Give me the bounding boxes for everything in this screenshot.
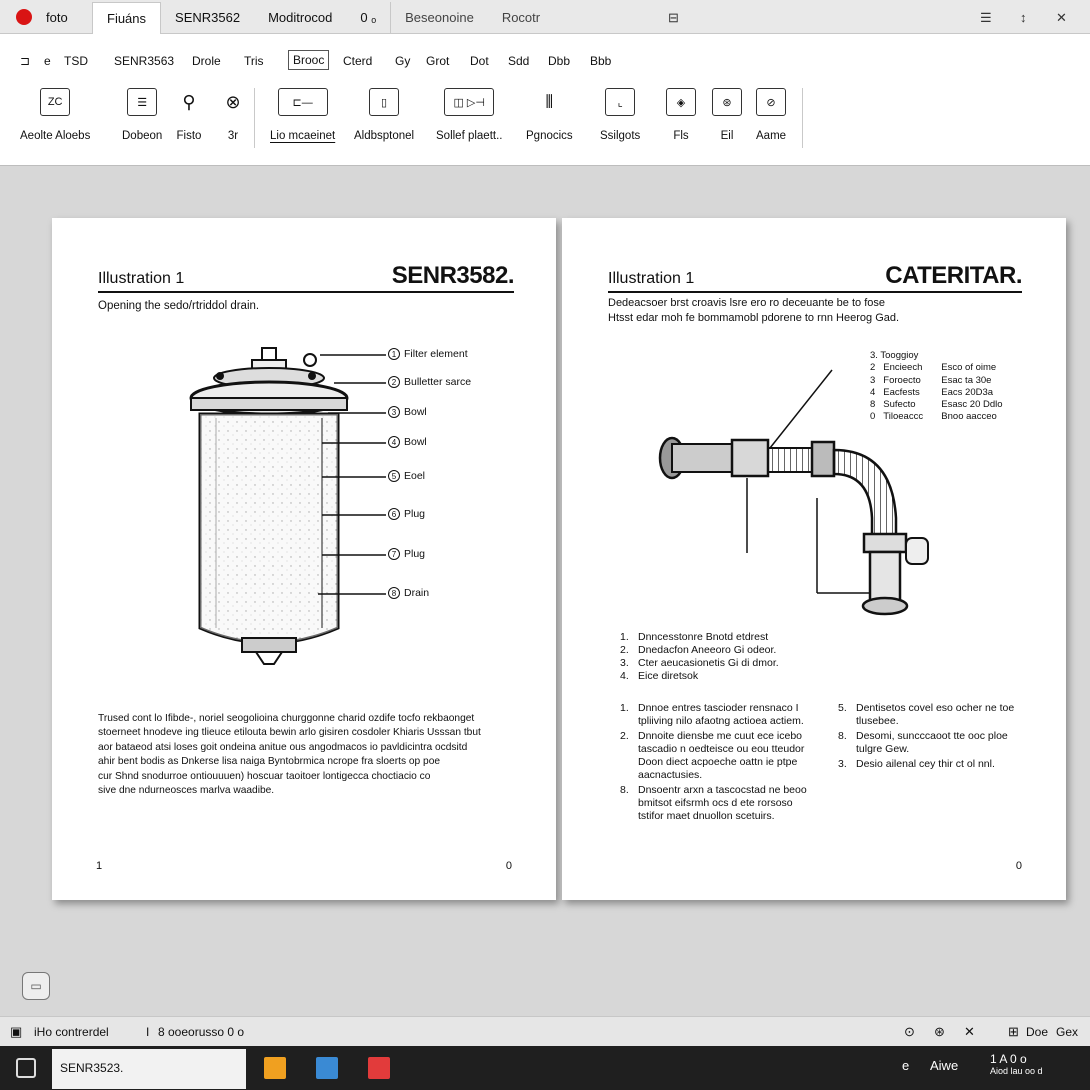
page-icon: ▯ — [369, 88, 399, 116]
step-line: Dentisetos covel eso ocher ne toe — [856, 702, 1015, 714]
ribbon-label-10: Fls — [673, 130, 689, 142]
item-number: 1. — [620, 631, 629, 643]
callout-label: Drain — [404, 587, 430, 599]
legend-key: Eacfests — [883, 386, 920, 398]
app-name: foto — [46, 10, 68, 25]
menu-item-13[interactable]: Dbb — [548, 54, 571, 68]
resize-icon[interactable]: ↕ — [1020, 10, 1027, 25]
tab-strip — [92, 2, 554, 34]
taskbar — [0, 1046, 1090, 1090]
status-bar — [0, 1016, 1090, 1046]
gear-icon: ⊛ — [712, 88, 742, 116]
document-page-right — [562, 218, 1066, 900]
item-number: 3. — [838, 758, 847, 770]
list-item — [620, 644, 779, 657]
legend-key: Foroecto — [883, 374, 921, 386]
step-line: Dnnoite diensbe me cuut ece icebo — [638, 730, 803, 742]
menu-item-3[interactable]: TSD — [64, 54, 88, 68]
block-icon: ⊘ — [756, 88, 786, 116]
callout-number: 8 — [388, 587, 400, 599]
step-line: tulgre Gew. — [856, 743, 910, 755]
document-icon: ☰ — [127, 88, 157, 116]
paragraph-line: stoerneet hnodeve ing tlieuce etilouta bewin arlo gisiren cosdoler Khiaris Usssan tbut — [98, 727, 481, 739]
item-text — [856, 702, 1014, 728]
page-number: 0 — [1015, 860, 1022, 872]
menu-icon[interactable]: ☰ — [980, 10, 992, 25]
taskbar-app-icon[interactable] — [316, 1057, 338, 1079]
step-line: bmitsot eifsrmh ocs d ete rorsoso — [638, 797, 793, 809]
callout-8 — [388, 587, 429, 599]
callout-2 — [388, 376, 471, 388]
caption-line: Htsst edar moh fe bommamobl pdorene to rnn Heerog Gad. — [608, 312, 900, 324]
list-item — [838, 702, 1038, 728]
paragraph-line: sive dne ndurneosces marlva waadibe. — [98, 785, 275, 797]
legend-key: Encieech — [883, 362, 923, 374]
menu-item-7[interactable]: Brooc — [288, 50, 329, 70]
tab-6[interactable]: Rocotr — [501, 10, 541, 25]
menu-item-8[interactable]: Cterd — [343, 54, 373, 68]
ribbon-button-7[interactable] — [436, 88, 502, 142]
legend-value: Esac ta 30e — [941, 374, 992, 386]
ribbon-label-6: Aldbsptonel — [354, 130, 415, 142]
grid-icon[interactable]: ⊟ — [668, 10, 679, 25]
item-number: 1. — [620, 702, 629, 714]
callout-label: Bulletter sarce — [404, 376, 472, 388]
zc-icon: ZC — [40, 88, 70, 116]
status-icon-3[interactable]: ✕ — [964, 1024, 975, 1039]
shape-icon: ◈ — [666, 88, 696, 116]
clock[interactable] — [990, 1052, 1043, 1076]
list-item — [620, 631, 779, 644]
legend-value: Bnoo aacceo — [941, 411, 997, 423]
taskbar-app-icon[interactable] — [264, 1057, 286, 1079]
ribbon-button-3[interactable] — [174, 88, 204, 142]
list-item — [838, 758, 1038, 771]
callout-5 — [388, 470, 425, 482]
ribbon-button-9[interactable] — [600, 88, 640, 142]
legend-title: 3. Tooggioy — [870, 350, 919, 361]
start-icon[interactable] — [16, 1058, 36, 1078]
item-text — [638, 702, 804, 728]
menu-item-5[interactable]: Drole — [192, 54, 221, 68]
callout-lines — [292, 343, 402, 603]
legend-num: 0 — [870, 411, 876, 423]
item-number: 8. — [620, 784, 629, 796]
callout-label: Plug — [404, 548, 426, 560]
callout-number: 7 — [388, 548, 400, 560]
callout-number: 3 — [388, 406, 400, 418]
header-rule — [98, 291, 514, 293]
ribbon-label-8: Pgnocics — [526, 130, 573, 142]
ribbon-toolbar — [0, 82, 1090, 166]
step-line: tlusebee. — [856, 715, 899, 727]
menu-item-12[interactable]: Sdd — [508, 54, 530, 68]
step-line: Desomi, suncccaoot tte ooc ploe — [856, 730, 1008, 742]
comment-icon[interactable]: ▭ — [22, 972, 50, 1000]
step-line: Desio ailenal cey thir ct ol nnl. — [856, 758, 995, 770]
tray-icon[interactable]: e — [902, 1058, 910, 1073]
status-text: iHo contrerdel — [34, 1025, 109, 1039]
header-rule — [608, 291, 1022, 293]
page-title: Illustration 1 — [608, 270, 695, 287]
zoom-icon: ⊗ — [218, 88, 248, 116]
legend-num: 4 — [870, 386, 876, 398]
callout-number: 6 — [388, 508, 400, 520]
clock-date: Aiod lau oo d — [990, 1066, 1043, 1076]
item-number: 8. — [838, 730, 847, 742]
item-text — [856, 730, 1008, 756]
steps-list-right — [838, 702, 1038, 771]
list-item — [620, 702, 826, 728]
step-line: tstifor maet dnuollon scetuirs. — [638, 810, 775, 822]
item-text — [856, 758, 995, 771]
list-item — [838, 730, 1038, 756]
step-line: tpliiving nilo afaotng actioea actiem. — [638, 715, 804, 727]
ribbon-separator — [802, 88, 803, 148]
ribbon-label-11: Eil — [720, 130, 734, 142]
step-line: Doon diect acpoeche oattn ie ptpe — [638, 756, 798, 768]
ribbon-label-9: Ssilgots — [600, 130, 641, 142]
menu-item-6[interactable]: Tris — [244, 54, 264, 68]
taskbar-active-window[interactable]: SENR3523. — [52, 1049, 246, 1089]
legend-value: Eacs 20D3a — [941, 386, 994, 398]
status-separator: I — [146, 1025, 150, 1039]
ribbon-label-1: Aeolte Aloebs — [20, 130, 91, 142]
menu-item-14[interactable]: Bbb — [590, 54, 612, 68]
legend-num: 2 — [870, 362, 876, 374]
paragraph-line: aor bataeod atsi loses goit ondeina anitue ous angodmacos io pavldicintra ocdsitd — [98, 741, 468, 753]
ribbon-button-1[interactable] — [20, 88, 90, 142]
notes-list — [620, 631, 779, 683]
paragraph-line: Trused cont lo Ifibde-, noriel seogolioina churggonne charid ozdife tocfo rekbaonget — [98, 713, 475, 724]
callout-1 — [388, 348, 468, 360]
legend-value: Esasc 20 Ddlo — [941, 399, 1003, 411]
panel-icon: ◫ ▷⊣ — [444, 88, 494, 116]
document-code: SENR3582. — [391, 262, 514, 289]
menu-item-10[interactable]: Grot — [426, 54, 450, 68]
ribbon-button-4[interactable] — [218, 88, 248, 142]
title-bar — [0, 0, 1090, 34]
document-page-left — [52, 218, 556, 900]
item-text — [638, 730, 804, 782]
menu-bar — [0, 34, 1090, 82]
item-text: Eice diretsok — [638, 670, 699, 682]
corner-icon: ⌞ — [605, 88, 635, 116]
tray-text[interactable]: Aiwe — [930, 1058, 959, 1073]
callout-number: 2 — [388, 376, 400, 388]
menu-item-2[interactable]: e — [44, 54, 51, 68]
item-number: 3. — [620, 657, 629, 669]
item-text — [638, 784, 807, 823]
legend-key: Sufecto — [883, 399, 916, 411]
callout-label: Plug — [404, 508, 426, 520]
close-icon[interactable]: ✕ — [1056, 10, 1067, 25]
ribbon-label-5: Lio mcaeinet — [270, 130, 336, 142]
frame-icon: ⊏— — [278, 88, 328, 116]
item-number: 4. — [620, 670, 629, 682]
status-info: 8 ooeorusso 0 o — [158, 1025, 245, 1039]
item-number: 2. — [620, 730, 629, 742]
status-icon-4[interactable]: ⊞ — [1008, 1024, 1019, 1039]
paragraph-line: ahir bent bodis as Dnkerse lisa naiga Byntobrmica ncrope fra sloerts op poe — [98, 756, 441, 768]
ribbon-button-12[interactable] — [756, 88, 786, 142]
callout-number: 4 — [388, 436, 400, 448]
menu-item-4[interactable]: SENR3563 — [114, 54, 175, 68]
page-number: 1 — [96, 860, 103, 872]
record-icon[interactable] — [16, 9, 32, 25]
steps-list-left — [620, 702, 826, 823]
ribbon-label-7: Sollef plaett.. — [436, 130, 503, 142]
ribbon-button-5[interactable] — [270, 88, 335, 142]
ribbon-label-12: Aame — [756, 130, 787, 142]
callout-label: Bowl — [404, 436, 427, 448]
ribbon-label-2: Dobeon — [122, 130, 163, 142]
item-text: Dnncesstonre Bnotd etdrest — [638, 631, 769, 643]
callout-label: Eoel — [404, 470, 426, 482]
tab-1[interactable]: Fiuáns — [92, 2, 161, 34]
item-number: 5. — [838, 702, 847, 714]
clock-time: 1 A 0 o — [990, 1052, 1027, 1066]
list-item — [620, 657, 779, 670]
step-line: aacnactusies. — [638, 769, 703, 781]
columns-icon: ⫴ — [534, 88, 564, 116]
menu-item-9[interactable]: Gy — [395, 54, 411, 68]
tab-5[interactable]: Beseonoine — [405, 10, 474, 25]
page-icon[interactable]: ▣ — [10, 1024, 23, 1039]
ribbon-label-3: Fisto — [176, 130, 202, 142]
callout-label: Filter element — [404, 348, 468, 360]
brand-name: CATERITAR. — [885, 262, 1022, 289]
callout-3 — [388, 406, 427, 418]
tab-4[interactable]: 0 ₒ — [346, 2, 391, 34]
ribbon-separator — [254, 88, 255, 148]
legend-value: Esco of oime — [941, 362, 997, 374]
menu-item-11[interactable]: Dot — [470, 54, 489, 68]
tab-3[interactable]: Moditrocod — [268, 10, 333, 25]
ribbon-button-2[interactable] — [122, 88, 162, 142]
callout-6 — [388, 508, 425, 520]
step-line: tascadio n oedteisce ou eou tteudor — [638, 743, 805, 755]
status-icon-2[interactable]: ⊛ — [934, 1024, 945, 1039]
ribbon-label-4: 3r — [227, 130, 239, 142]
list-item — [620, 670, 779, 683]
pipe-illustration — [652, 358, 952, 658]
callout-number: 1 — [388, 348, 400, 360]
item-text: Cter aeucasionetis Gi di dmor. — [638, 657, 779, 669]
page-number: 0 — [505, 860, 512, 872]
figure-caption — [608, 296, 899, 326]
ribbon-button-6[interactable] — [354, 88, 414, 142]
list-item — [620, 784, 826, 823]
status-view-label[interactable]: Doe — [1026, 1025, 1049, 1039]
callout-4 — [388, 436, 427, 448]
callout-7 — [388, 548, 425, 560]
step-line: Dnnoe entres tascioder rensnaco I — [638, 702, 799, 714]
taskbar-app-icon[interactable] — [368, 1057, 390, 1079]
tab-2[interactable]: SENR3562 — [175, 10, 241, 25]
menu-item-1[interactable]: ⊐ — [20, 54, 31, 68]
figure-caption: Opening the sedo/rtriddol drain. — [98, 300, 260, 312]
legend-key: Tiloeaccc — [883, 411, 924, 423]
step-line: Dnsoentr arxn a tascocstad ne beoo — [638, 784, 807, 796]
ribbon-button-10[interactable] — [666, 88, 696, 142]
search-icon: ⚲ — [174, 88, 204, 116]
status-zoom-label[interactable]: Gex — [1056, 1025, 1079, 1039]
legend-num: 3 — [870, 374, 876, 386]
ribbon-button-11[interactable] — [712, 88, 742, 142]
callout-label: Bowl — [404, 406, 427, 418]
paragraph-line: cur Shnd snodurroe ontiouuuen) hoscuar taoitoer lontigecca choctiacio co — [98, 770, 431, 782]
item-number: 2. — [620, 644, 629, 656]
status-icon-1[interactable]: ⊙ — [904, 1024, 915, 1039]
page-title: Illustration 1 — [98, 270, 185, 287]
callout-number: 5 — [388, 470, 400, 482]
ribbon-button-8[interactable] — [526, 88, 573, 142]
caption-line: Dedeacsoer brst croavis lsre ero ro deceuante be to fose — [608, 297, 885, 309]
legend-num: 8 — [870, 399, 876, 411]
body-paragraph — [98, 712, 518, 798]
item-text: Dnedacfon Aneeoro Gi odeor. — [638, 644, 777, 656]
list-item — [620, 730, 826, 782]
